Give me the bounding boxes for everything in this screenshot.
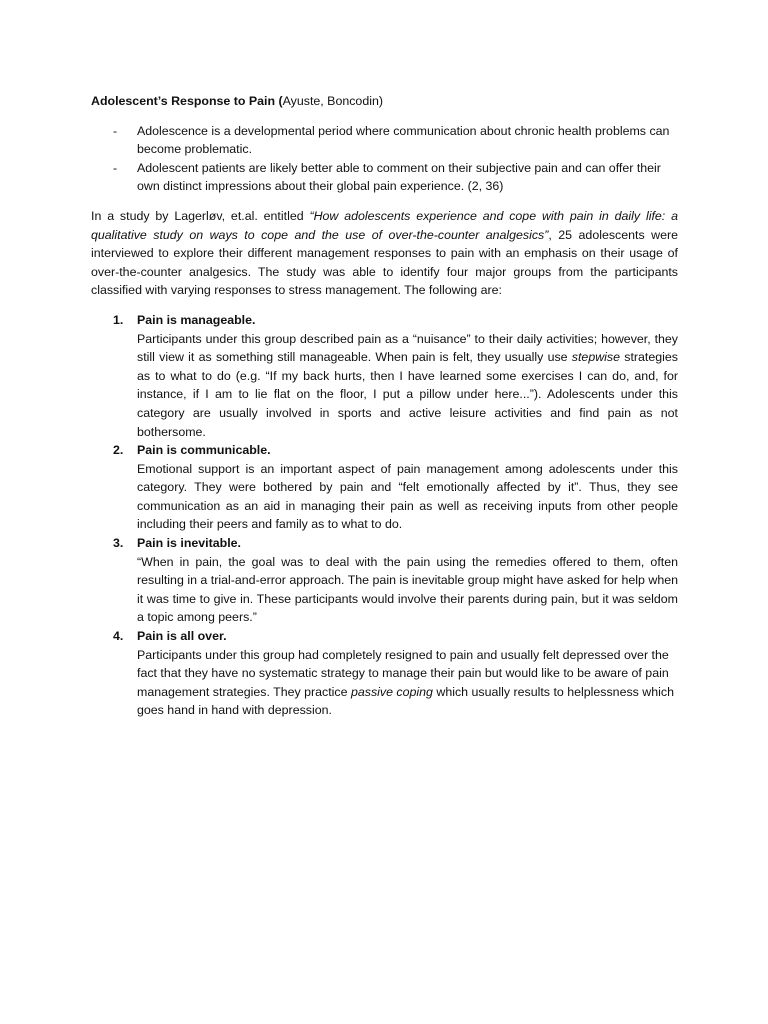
group-number: 1. (113, 312, 124, 327)
document-body (91, 92, 678, 720)
group-number: 2. (113, 443, 124, 458)
group-heading: Pain is manageable. (137, 312, 256, 327)
group-heading: Pain is all over. (137, 629, 227, 644)
section-title-authors: Ayuste, Boncodin) (282, 94, 383, 108)
group-item (91, 534, 678, 627)
intro-paragraph (91, 207, 678, 300)
group-text-post: which usually results to helplessness which goes hand in hand with depression. (137, 684, 674, 718)
group-text-post: strategies as to what to do (e.g. “If my back hurts, then I have learned some exercises I can do, and, for instance, if I am to lie flat on the floor, I put a pillow under here...”). Adolescents under this category are usually involved in sports and active leisure activities and find pain as not bothersome. (137, 350, 678, 439)
group-item (91, 441, 678, 534)
bullet-item (91, 159, 678, 196)
study-title: “How adolescents experience and cope with pain in daily life: a qualitative study on ways to cope and the use of over-the-counter analgesics” (91, 208, 678, 242)
intro-text-pre: In a study by Lagerløv, et.al. entitled (91, 208, 310, 223)
group-number: 3. (113, 536, 124, 551)
group-number: 4. (113, 629, 124, 644)
group-description (137, 330, 678, 442)
bullet-marker: - (113, 160, 118, 175)
group-item (91, 311, 678, 441)
bullet-text: Adolescent patients are likely better able to comment on their subjective pain and can offer their own distinct impressions about their global pain experience. (2, 36) (137, 160, 661, 194)
group-heading: Pain is communicable. (137, 443, 271, 458)
group-description (137, 646, 678, 720)
group-text-italic: passive coping (350, 684, 433, 699)
bullet-item (91, 122, 678, 159)
section-title (91, 92, 678, 111)
group-text-pre: Emotional support is an important aspect of pain management among adolescents under this category. They were bothered by pain and “felt emotionally affected by it”. Thus, they see communication as an aid in managing their pain as well as receiving inputs from other people including their peers and family as to what to do. (137, 461, 678, 532)
group-text-pre: Participants under this group described pain as a “nuisance” to their daily activities; however, they still view it as something still manageable. When pain is felt, they usually use (137, 331, 678, 365)
group-text-pre: Participants under this group had completely resigned to pain and usually felt depressed over the fact that they have no systematic strategy to manage their pain but would like to be aware of pain management strategies. They practice (137, 647, 669, 699)
group-item (91, 627, 678, 720)
group-text-italic: stepwise (571, 350, 621, 365)
section-title-bold: Adolescent’s Response to Pain ( (91, 94, 283, 108)
group-description (137, 553, 678, 627)
bullet-marker: - (113, 123, 118, 138)
groups-list (91, 311, 678, 720)
group-text-pre: “When in pain, the goal was to deal with the pain using the remedies offered to them, often resulting in a trial-and-error approach. The pain is inevitable group might have asked for help when it was time to give in. These participants would involve their parents during pain, but it was seldom a topic among peers.” (137, 554, 678, 625)
group-heading: Pain is inevitable. (137, 536, 241, 551)
bullet-text: Adolescence is a developmental period where communication about chronic health problems can become problematic. (137, 123, 670, 157)
bullet-list (91, 122, 678, 196)
group-description (137, 460, 678, 534)
intro-text-post: , 25 adolescents were interviewed to explore their different management responses to pain with an emphasis on their usage of over-the-counter analgesics. The study was able to identify four major groups from the participants classified with varying responses to stress management. The following are: (91, 227, 678, 298)
